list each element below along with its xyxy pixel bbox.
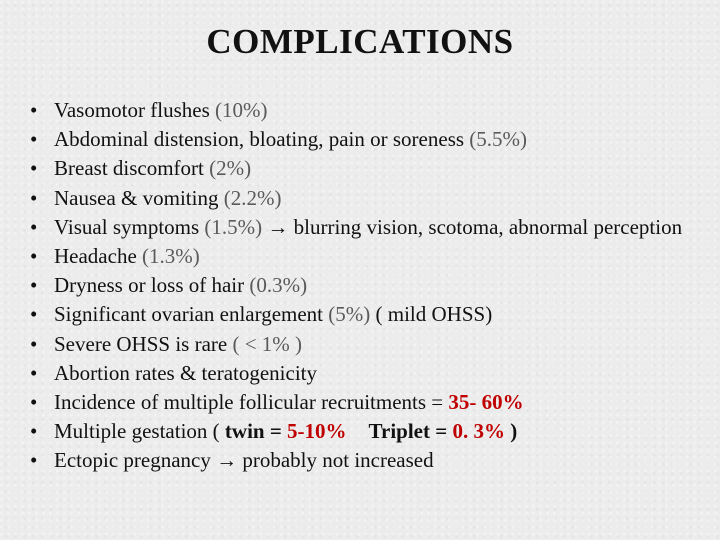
list-item	[30, 390, 700, 415]
item-percentage: (5.5%)	[469, 127, 528, 152]
item-text: Ectopic pregnancy	[54, 448, 217, 473]
item-text: Nausea & vomiting	[54, 185, 224, 210]
list-item	[30, 244, 700, 269]
triplet-label: Triplet =	[368, 419, 453, 444]
item-text: Abortion rates & teratogenicity	[54, 360, 318, 385]
item-percentage: 35- 60%	[448, 389, 524, 414]
item-text: Dryness or loss of hair	[54, 273, 250, 298]
twin-label: twin =	[224, 419, 288, 444]
bullet-icon: •	[30, 156, 38, 181]
slide-title: COMPLICATIONS	[206, 22, 514, 61]
item-percentage: ( < 1% )	[232, 331, 303, 356]
item-text: Incidence of multiple follicular recruitments =	[54, 389, 449, 414]
list-item	[30, 448, 700, 473]
item-percentage: (1.5%)	[204, 214, 263, 239]
bullet-icon: •	[30, 214, 38, 239]
bullet-icon: •	[30, 243, 38, 268]
item-text: Abdominal distension, bloating, pain or soreness	[54, 127, 470, 152]
item-percentage: (5%)	[328, 302, 371, 327]
twin-rate: 5-10%	[287, 419, 347, 444]
bullet-icon: •	[30, 302, 38, 327]
item-text: Headache	[54, 243, 143, 268]
bullet-icon: •	[30, 185, 38, 210]
bullet-icon: •	[30, 331, 38, 356]
list-item	[30, 127, 700, 152]
item-text: Multiple gestation (	[54, 419, 225, 444]
closing-paren: )	[504, 419, 518, 444]
list-item	[30, 215, 700, 240]
item-text: Severe OHSS is rare	[54, 331, 233, 356]
item-detail: blurring vision, scotoma, abnormal perception	[288, 214, 683, 239]
bullet-icon: •	[30, 127, 38, 152]
bullet-icon: •	[30, 389, 38, 414]
item-text: Vasomotor flushes	[54, 98, 215, 122]
list-item	[30, 361, 700, 386]
bullet-icon: •	[30, 98, 38, 122]
bullet-icon: •	[30, 360, 38, 385]
list-item	[30, 419, 700, 444]
item-percentage: (2%)	[209, 156, 252, 181]
triplet-rate: 0. 3%	[452, 419, 505, 444]
item-text: Visual symptoms	[54, 214, 205, 239]
list-item	[30, 273, 700, 298]
item-percentage: (10%)	[215, 98, 268, 122]
list-item	[30, 332, 700, 357]
bullet-icon: •	[30, 419, 38, 444]
bullet-icon: •	[30, 448, 38, 473]
item-percentage: (0.3%)	[249, 273, 308, 298]
list-item	[30, 186, 700, 211]
item-detail: ( mild OHSS)	[370, 302, 493, 327]
item-detail: probably not increased	[237, 448, 434, 473]
item-percentage: (1.3%)	[142, 243, 200, 268]
item-percentage: (2.2%)	[223, 185, 282, 210]
arrow-right-icon: →	[216, 448, 238, 473]
list-item	[30, 98, 700, 123]
list-item	[30, 302, 700, 327]
arrow-right-icon: →	[267, 214, 289, 239]
item-text: Breast discomfort	[54, 156, 210, 181]
item-text: Significant ovarian enlargement	[54, 302, 329, 327]
bullet-icon: •	[30, 273, 38, 298]
list-item	[30, 156, 700, 181]
complications-list	[30, 98, 700, 477]
